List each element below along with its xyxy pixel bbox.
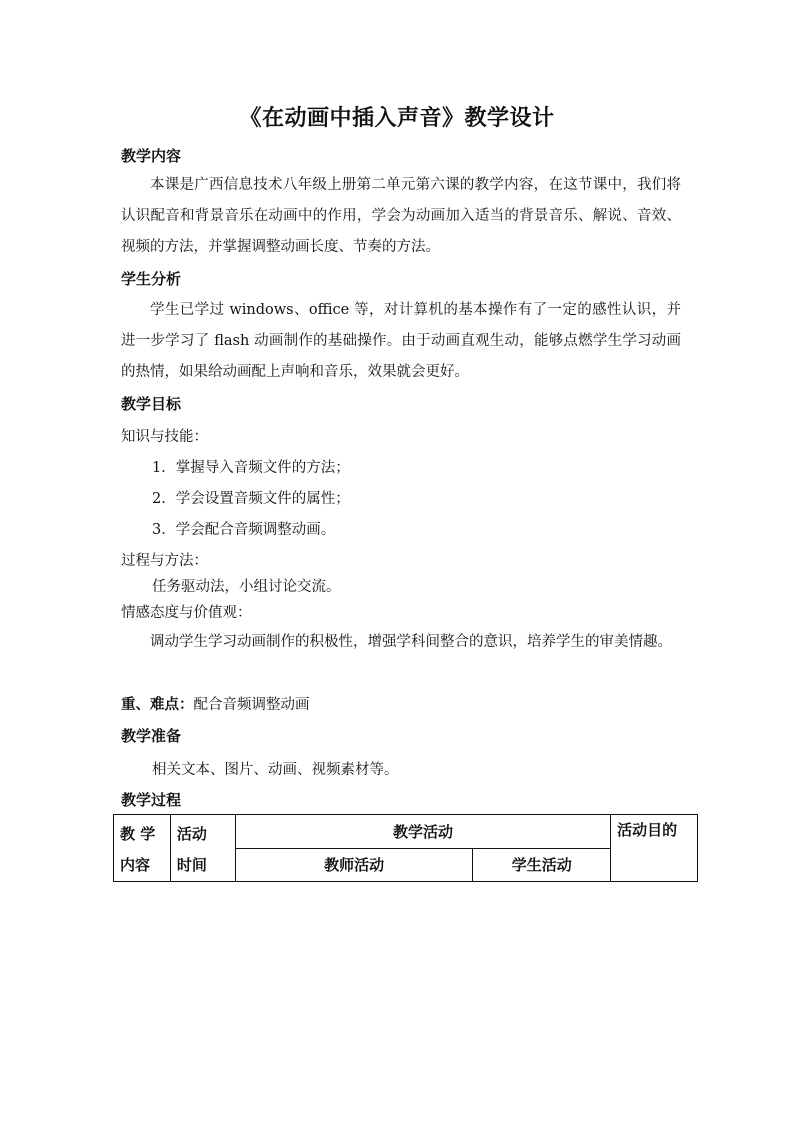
document-title: 《在动画中插入声音》教学设计 [239, 105, 555, 131]
heading-content: 教学内容 [121, 147, 182, 165]
knowledge-item: 1．掌握导入音频文件的方法； [152, 460, 350, 476]
header-content-line2: 内容 [120, 856, 151, 874]
heading-process: 教学过程 [121, 791, 182, 809]
key-points-text: 配合音频调整动画 [193, 697, 310, 713]
header-teacher-cell: 教师活动 [235, 848, 473, 882]
emotion-label: 情感态度与价值观： [121, 605, 252, 621]
preparation-text: 相关文本、图片、动画、视频素材等。 [152, 762, 399, 778]
process-method-text: 任务驱动法，小组讨论交流。 [152, 579, 341, 595]
knowledge-item: 3．学会配合音频调整动画。 [152, 522, 336, 538]
knowledge-label: 知识与技能： [121, 429, 208, 445]
header-time-line2: 时间 [176, 856, 207, 874]
process-table [113, 814, 698, 882]
content-paragraph: 本课是广西信息技术八年级上册第二单元第六课的教学内容，在这节课中，我们将认识配音和背景音乐在动画中的作用，学会为动画加入适当的背景音乐、解说、音效、视频的方法，并掌握调整动画长度、节奏的方法。 [121, 177, 681, 255]
header-activities-cell: 教学活动 [235, 815, 610, 849]
emotion-paragraph: 调动学生学习动画制作的积极性，增强学科间整合的意识，培养学生的审美情趣。 [150, 634, 672, 650]
analysis-paragraph: 学生已学过 windows、office 等，对计算机的基本操作有了一定的感性认识，并进一步学习了 flash 动画制作的基础操作。由于动画直观生动，能够点燃学生学习动画的热情，如果给动画配上声响和音乐，效果就会更好。 [121, 302, 681, 380]
key-points-label: 重、难点： [121, 696, 194, 713]
knowledge-item: 2．学会设置音频文件的属性； [152, 491, 350, 507]
header-content-line1: 教 学 [120, 825, 156, 843]
header-time-line1: 活动 [176, 825, 207, 843]
key-points [121, 693, 310, 714]
header-time-cell [170, 815, 235, 882]
header-purpose-cell: 活动目的 [611, 815, 698, 882]
header-student-cell: 学生活动 [473, 848, 611, 882]
heading-goals: 教学目标 [121, 395, 182, 413]
header-content-cell [114, 815, 171, 882]
heading-preparation: 教学准备 [121, 727, 182, 745]
process-method-label: 过程与方法： [121, 553, 208, 569]
heading-analysis: 学生分析 [121, 270, 182, 288]
